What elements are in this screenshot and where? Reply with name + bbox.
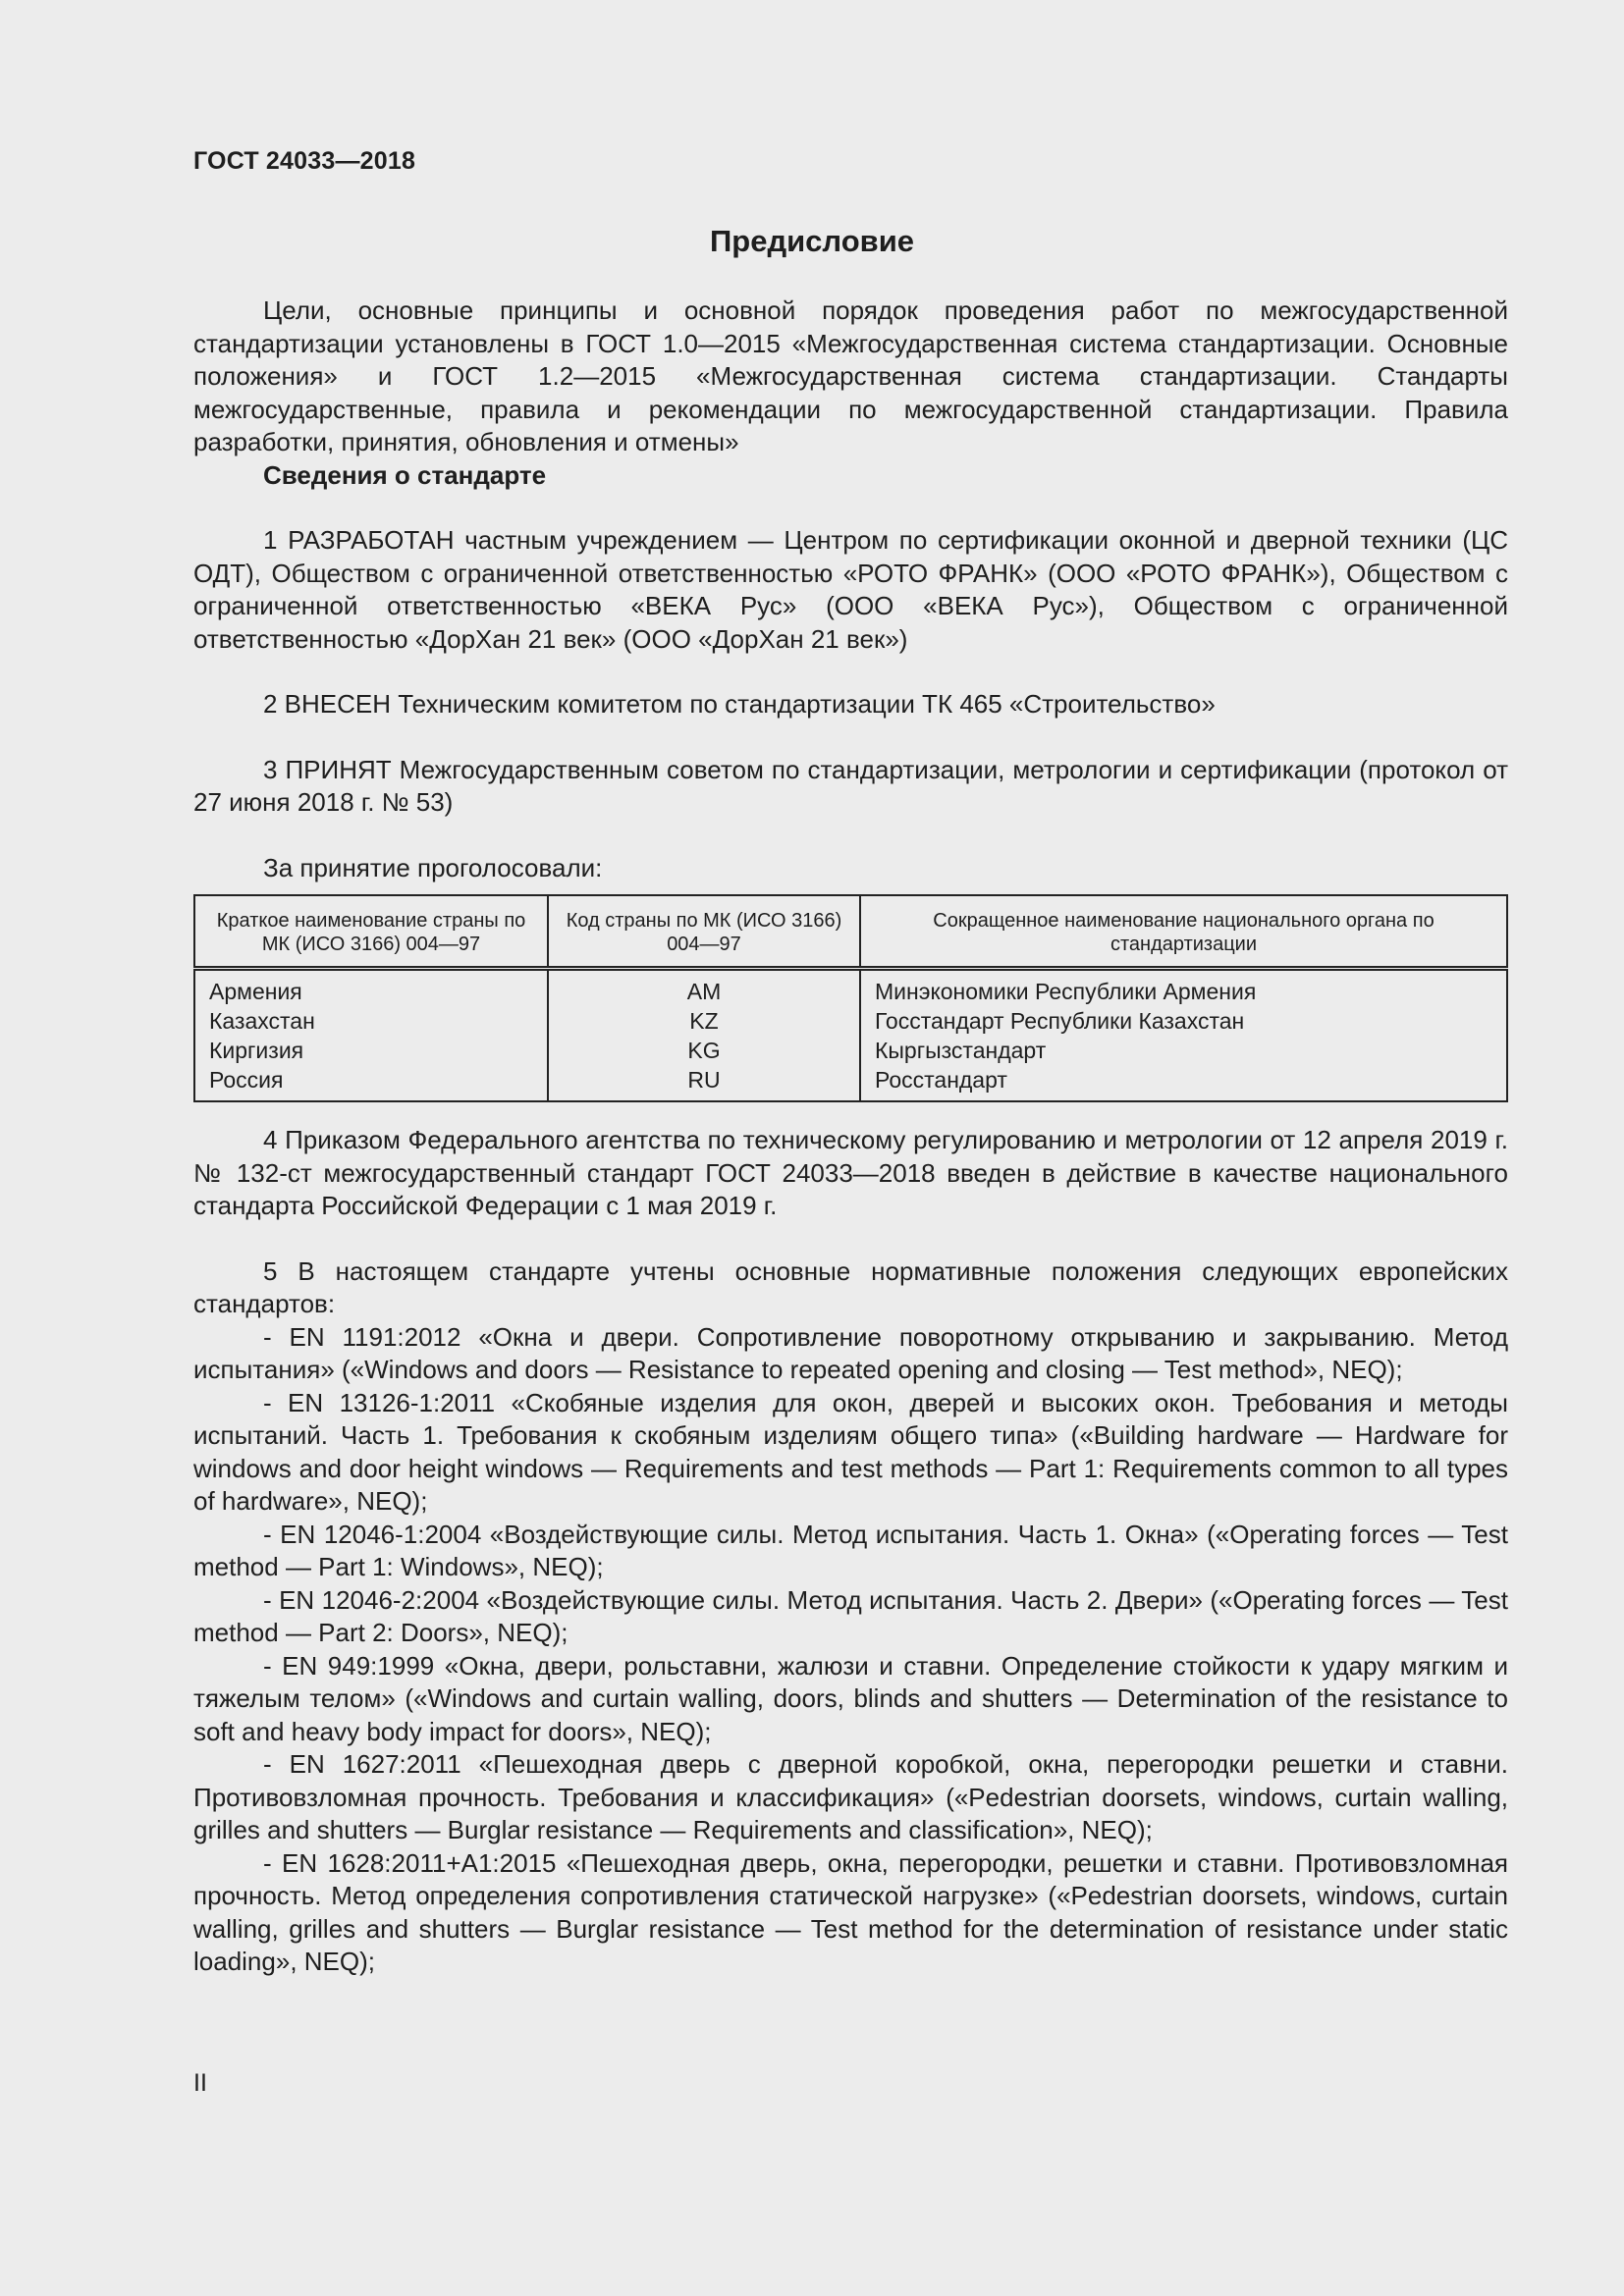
item-enacted: 4 Приказом Федерального агентства по техническому регулированию и метрологии от 12 апреля 2019 г. № 132-ст межгосударственный стандарт ГОСТ 24033—2018 введен в действие в качестве национального стандарта Российской Федерации с 1 мая 2019 г. bbox=[193, 1125, 1508, 1220]
cell-body: Кыргызстандарт bbox=[860, 1036, 1507, 1065]
cell-country: Россия bbox=[194, 1065, 548, 1101]
cell-body: Госстандарт Республики Казахстан bbox=[860, 1006, 1507, 1036]
document-body bbox=[193, 294, 1508, 1979]
table-row bbox=[194, 1006, 1507, 1036]
item-adopted-by: 3 ПРИНЯТ Межгосударственным советом по стандартизации, метрологии и сертификации (протокол от 27 июня 2018 г. № 53) bbox=[193, 754, 1508, 817]
col-header-country: Краткое наименование страны по МК (ИСО 3166) 004—97 bbox=[194, 895, 548, 969]
document-code-header: ГОСТ 24033—2018 bbox=[193, 147, 416, 175]
page-number: II bbox=[193, 2069, 207, 2097]
table-header-row bbox=[194, 895, 1507, 969]
standard-list-item: - EN 12046-1:2004 «Воздействующие силы. Метод испытания. Часть 1. Окна» («Operating forces — Test method — Part 1: Windows», NEQ); bbox=[193, 1519, 1508, 1581]
cell-body: Минэкономики Республики Армения bbox=[860, 969, 1507, 1007]
standard-list-item: - EN 1191:2012 «Окна и двери. Сопротивление поворотному открыванию и закрыванию. Метод испытания» («Windows and doors — Resistance to repeated opening and closing — Test method», NEQ); bbox=[193, 1321, 1508, 1384]
item-introduced-by: 2 ВНЕСЕН Техническим комитетом по стандартизации ТК 465 «Строительство» bbox=[263, 689, 1216, 719]
cell-code: KG bbox=[548, 1036, 860, 1065]
item-developed-by: 1 РАЗРАБОТАН частным учреждением — Центром по сертификации оконной и дверной техники (ЦС ОДТ), Обществом с ограниченной ответственностью «РОТО ФРАНК» (ООО «РОТО ФРАНК»), Обществом с ограниченной ответственностью «ВЕКА Рус» (ООО «ВЕКА Рус»), Обществом с ограниченной ответственностью «ДорХан 21 век» (ООО «ДорХан 21 век») bbox=[193, 525, 1508, 654]
cell-country: Армения bbox=[194, 969, 548, 1007]
standard-list-item: - EN 12046-2:2004 «Воздействующие силы. Метод испытания. Часть 2. Двери» («Operating forces — Test method — Part 2: Doors», NEQ); bbox=[193, 1584, 1508, 1647]
voted-label: За принятие проголосовали: bbox=[263, 852, 603, 882]
cell-code: KZ bbox=[548, 1006, 860, 1036]
table-row bbox=[194, 969, 1507, 1007]
cell-body: Росстандарт bbox=[860, 1065, 1507, 1101]
col-header-code: Код страны по МК (ИСО 3166) 004—97 bbox=[548, 895, 860, 969]
intro-paragraph: Цели, основные принципы и основной порядок проведения работ по межгосударственной стандартизации установлены в ГОСТ 1.0—2015 «Межгосударственная система стандартизации. Основные положения» и ГОСТ 1.2—2015 «Межгосударственная система стандартизации. Стандарты межгосударственные, правила и рекомендации по межгосударственной стандартизации. Правила разработки, принятия, обновления и отмены» bbox=[193, 295, 1508, 456]
col-header-body: Сокращенное наименование национального органа по стандартизации bbox=[860, 895, 1507, 969]
cell-country: Казахстан bbox=[194, 1006, 548, 1036]
standard-list-item: - EN 13126-1:2011 «Скобяные изделия для окон, дверей и высоких окон. Требования и методы испытаний. Часть 1. Требования к скобяным изделиям общего типа» («Building hardware — Hardware for windows and door height windows — Requirements and test methods — Part 1: Requirements common to all types of hardware», NEQ); bbox=[193, 1387, 1508, 1516]
item-european-standards: 5 В настоящем стандарте учтены основные нормативные положения следующих европейских стандартов: bbox=[193, 1255, 1508, 1318]
table-row bbox=[194, 1036, 1507, 1065]
standard-list-item: - EN 1627:2011 «Пешеходная дверь с дверной коробкой, окна, перегородки решетки и ставни. Противовзломная прочность. Требования и классификация» («Pedestrian doorsets, windows, curtain walling, grilles and shutters — Burglar resistance — Requirements and classification», NEQ); bbox=[193, 1749, 1508, 1844]
cell-code: AM bbox=[548, 969, 860, 1007]
page-title: Предисловие bbox=[709, 224, 914, 258]
standard-list-item: - EN 949:1999 «Окна, двери, рольставни, жалюзи и ставни. Определение стойкости к удару мягким и тяжелым телом» («Windows and curtain walling, doors, blinds and shutters — Determination of the resistance to soft and heavy body impact for doors», NEQ); bbox=[193, 1650, 1508, 1746]
standard-list-item: - EN 1628:2011+A1:2015 «Пешеходная дверь, окна, перегородки, решетки и ставни. Противовзломная прочность. Метод определения сопротивления статической нагрузке» («Pedestrian doorsets, windows, curtain walling, grilles and shutters — Burglar resistance — Test method for the determination of resistance under static loading», NEQ); bbox=[193, 1847, 1508, 1976]
standard-info-heading: Сведения о стандарте bbox=[263, 459, 547, 490]
cell-country: Киргизия bbox=[194, 1036, 548, 1065]
cell-code: RU bbox=[548, 1065, 860, 1101]
voting-countries-table bbox=[193, 894, 1508, 1102]
table-row bbox=[194, 1065, 1507, 1101]
